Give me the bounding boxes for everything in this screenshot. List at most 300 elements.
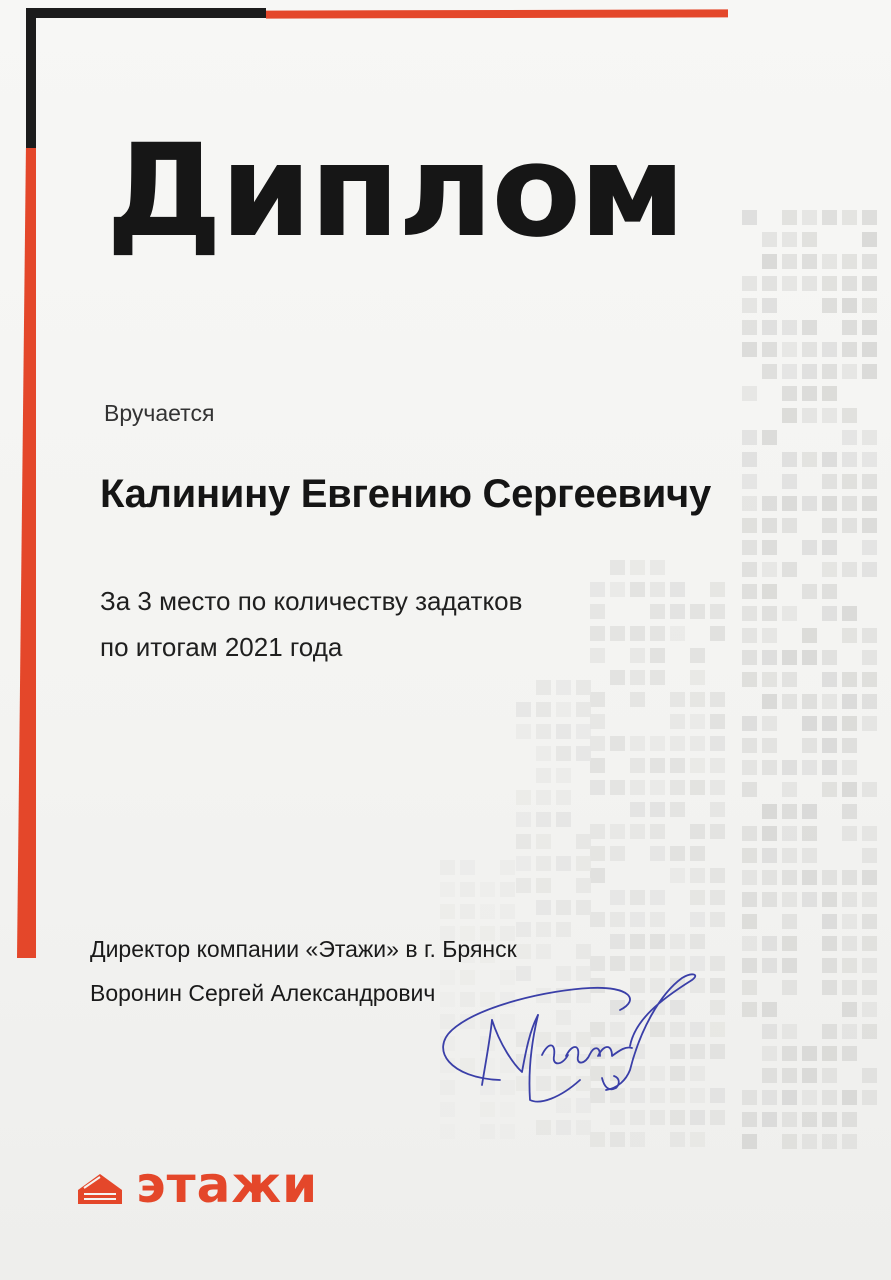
watermark-window bbox=[460, 882, 475, 897]
watermark-window bbox=[862, 1002, 877, 1017]
watermark-window bbox=[822, 716, 837, 731]
watermark-window bbox=[690, 648, 705, 663]
watermark-window bbox=[862, 914, 877, 929]
watermark-window bbox=[742, 914, 757, 929]
watermark-window bbox=[536, 834, 551, 849]
watermark-window bbox=[536, 900, 551, 915]
watermark-window bbox=[822, 496, 837, 511]
watermark-window bbox=[782, 694, 797, 709]
watermark-window bbox=[710, 1022, 725, 1037]
watermark-window bbox=[670, 736, 685, 751]
watermark-window bbox=[440, 904, 455, 919]
watermark-window bbox=[862, 298, 877, 313]
watermark-window bbox=[862, 1024, 877, 1039]
watermark-window bbox=[500, 860, 515, 875]
watermark-window bbox=[802, 1112, 817, 1127]
watermark-window bbox=[576, 746, 591, 761]
watermark-window bbox=[610, 1132, 625, 1147]
watermark-window bbox=[842, 1046, 857, 1061]
watermark-window bbox=[670, 604, 685, 619]
watermark-window bbox=[762, 342, 777, 357]
watermark-window bbox=[822, 892, 837, 907]
watermark-window bbox=[742, 738, 757, 753]
watermark-window bbox=[862, 1090, 877, 1105]
award-reason-line-1: За 3 место по количеству задатков bbox=[100, 586, 523, 616]
watermark-window bbox=[536, 746, 551, 761]
watermark-window bbox=[782, 1068, 797, 1083]
watermark-window bbox=[782, 980, 797, 995]
watermark-window bbox=[762, 430, 777, 445]
watermark-window bbox=[742, 628, 757, 643]
watermark-window bbox=[802, 386, 817, 401]
watermark-window bbox=[690, 846, 705, 861]
watermark-window bbox=[822, 914, 837, 929]
watermark-window bbox=[690, 824, 705, 839]
watermark-window bbox=[516, 790, 531, 805]
watermark-window bbox=[802, 826, 817, 841]
watermark-window bbox=[842, 1134, 857, 1149]
watermark-window bbox=[822, 364, 837, 379]
watermark-window bbox=[762, 1112, 777, 1127]
watermark-window bbox=[822, 254, 837, 269]
watermark-window bbox=[762, 694, 777, 709]
watermark-window bbox=[670, 868, 685, 883]
watermark-window bbox=[782, 364, 797, 379]
watermark-window bbox=[650, 626, 665, 641]
watermark-window bbox=[762, 650, 777, 665]
watermark-window bbox=[802, 716, 817, 731]
watermark-window bbox=[842, 518, 857, 533]
watermark-window bbox=[710, 736, 725, 751]
watermark-window bbox=[516, 724, 531, 739]
watermark-window bbox=[802, 1068, 817, 1083]
watermark-window bbox=[822, 760, 837, 775]
watermark-window bbox=[690, 890, 705, 905]
watermark-window bbox=[802, 1046, 817, 1061]
watermark-window bbox=[650, 802, 665, 817]
watermark-window bbox=[710, 582, 725, 597]
watermark-window bbox=[822, 452, 837, 467]
signer-name: Воронин Сергей Александрович bbox=[90, 980, 436, 1006]
watermark-window bbox=[762, 1068, 777, 1083]
watermark-window bbox=[782, 320, 797, 335]
watermark-window bbox=[762, 320, 777, 335]
watermark-window bbox=[650, 824, 665, 839]
watermark-window bbox=[690, 912, 705, 927]
watermark-window bbox=[650, 582, 665, 597]
watermark-window bbox=[710, 758, 725, 773]
watermark-window bbox=[630, 626, 645, 641]
watermark-window bbox=[630, 824, 645, 839]
watermark-window bbox=[842, 298, 857, 313]
watermark-window bbox=[670, 1132, 685, 1147]
watermark-window bbox=[802, 892, 817, 907]
watermark-window bbox=[822, 782, 837, 797]
watermark-window bbox=[842, 914, 857, 929]
watermark-window bbox=[536, 1120, 551, 1135]
watermark-window bbox=[822, 1112, 837, 1127]
watermark-window bbox=[610, 670, 625, 685]
watermark-window bbox=[862, 870, 877, 885]
watermark-window bbox=[762, 562, 777, 577]
watermark-window bbox=[536, 856, 551, 871]
watermark-window bbox=[670, 582, 685, 597]
watermark-window bbox=[822, 958, 837, 973]
watermark-window bbox=[742, 386, 757, 401]
watermark-window bbox=[710, 978, 725, 993]
watermark-window bbox=[710, 1044, 725, 1059]
watermark-window bbox=[610, 736, 625, 751]
watermark-window bbox=[822, 1090, 837, 1105]
watermark-window bbox=[782, 1090, 797, 1105]
watermark-window bbox=[842, 254, 857, 269]
watermark-window bbox=[862, 210, 877, 225]
watermark-window bbox=[782, 1134, 797, 1149]
watermark-window bbox=[802, 738, 817, 753]
watermark-window bbox=[862, 782, 877, 797]
watermark-window bbox=[862, 628, 877, 643]
watermark-window bbox=[670, 802, 685, 817]
watermark-window bbox=[842, 826, 857, 841]
watermark-window bbox=[842, 606, 857, 621]
watermark-window bbox=[670, 934, 685, 949]
watermark-window bbox=[842, 408, 857, 423]
watermark-window bbox=[742, 298, 757, 313]
watermark-window bbox=[762, 848, 777, 863]
watermark-window bbox=[556, 724, 571, 739]
watermark-window bbox=[802, 452, 817, 467]
watermark-window bbox=[802, 804, 817, 819]
recipient-name: Калинину Евгению Сергеевичу bbox=[100, 472, 711, 516]
watermark-window bbox=[742, 430, 757, 445]
watermark-window bbox=[842, 1112, 857, 1127]
watermark-window bbox=[802, 1090, 817, 1105]
watermark-window bbox=[742, 342, 757, 357]
watermark-window bbox=[610, 626, 625, 641]
watermark-window bbox=[842, 892, 857, 907]
watermark-window bbox=[782, 518, 797, 533]
watermark-window bbox=[782, 496, 797, 511]
watermark-window bbox=[536, 878, 551, 893]
watermark-window bbox=[536, 922, 551, 937]
watermark-window bbox=[802, 650, 817, 665]
watermark-window bbox=[802, 254, 817, 269]
watermark-window bbox=[762, 1046, 777, 1061]
watermark-window bbox=[556, 680, 571, 695]
award-reason-line-2: по итогам 2021 года bbox=[100, 632, 343, 662]
watermark-window bbox=[610, 582, 625, 597]
watermark-window bbox=[710, 780, 725, 795]
watermark-window bbox=[742, 210, 757, 225]
watermark-window bbox=[782, 892, 797, 907]
watermark-window bbox=[742, 980, 757, 995]
watermark-window bbox=[842, 628, 857, 643]
watermark-window bbox=[762, 584, 777, 599]
watermark-window bbox=[670, 846, 685, 861]
watermark-window bbox=[630, 780, 645, 795]
watermark-window bbox=[862, 540, 877, 555]
watermark-window bbox=[610, 934, 625, 949]
watermark-window bbox=[782, 1024, 797, 1039]
watermark-window bbox=[590, 912, 605, 927]
watermark-window bbox=[590, 846, 605, 861]
watermark-window bbox=[802, 408, 817, 423]
watermark-window bbox=[516, 702, 531, 717]
watermark-window bbox=[536, 702, 551, 717]
watermark-window bbox=[822, 584, 837, 599]
watermark-window bbox=[782, 606, 797, 621]
watermark-window bbox=[762, 1024, 777, 1039]
watermark-window bbox=[536, 680, 551, 695]
watermark-window bbox=[710, 1000, 725, 1015]
watermark-window bbox=[556, 746, 571, 761]
watermark-window bbox=[822, 518, 837, 533]
watermark-window bbox=[690, 714, 705, 729]
watermark-window bbox=[742, 848, 757, 863]
watermark-window bbox=[862, 980, 877, 995]
watermark-window bbox=[742, 782, 757, 797]
watermark-window bbox=[842, 430, 857, 445]
watermark-window bbox=[822, 474, 837, 489]
watermark-window bbox=[742, 1002, 757, 1017]
watermark-window bbox=[822, 386, 837, 401]
watermark-window bbox=[650, 1110, 665, 1125]
watermark-window bbox=[576, 680, 591, 695]
watermark-window bbox=[576, 900, 591, 915]
watermark-window bbox=[842, 738, 857, 753]
watermark-window bbox=[862, 848, 877, 863]
watermark-window bbox=[576, 834, 591, 849]
watermark-window bbox=[710, 912, 725, 927]
watermark-window bbox=[670, 714, 685, 729]
watermark-window bbox=[610, 1110, 625, 1125]
watermark-window bbox=[802, 320, 817, 335]
watermark-window bbox=[842, 694, 857, 709]
watermark-window bbox=[842, 804, 857, 819]
watermark-window bbox=[742, 1090, 757, 1105]
watermark-window bbox=[576, 944, 591, 959]
watermark-window bbox=[536, 944, 551, 959]
watermark-window bbox=[762, 298, 777, 313]
watermark-window bbox=[630, 648, 645, 663]
watermark-window bbox=[782, 452, 797, 467]
watermark-window bbox=[556, 922, 571, 937]
watermark-window bbox=[862, 254, 877, 269]
watermark-window bbox=[650, 648, 665, 663]
watermark-window bbox=[650, 560, 665, 575]
watermark-window bbox=[480, 904, 495, 919]
building-logo-icon bbox=[76, 1168, 124, 1206]
watermark-window bbox=[536, 812, 551, 827]
watermark-window bbox=[576, 724, 591, 739]
watermark-window bbox=[862, 892, 877, 907]
watermark-window bbox=[536, 768, 551, 783]
watermark-window bbox=[782, 826, 797, 841]
watermark-window bbox=[822, 298, 837, 313]
watermark-window bbox=[610, 890, 625, 905]
watermark-window bbox=[630, 692, 645, 707]
watermark-window bbox=[822, 1046, 837, 1061]
watermark-window bbox=[710, 824, 725, 839]
logo-text: этажи bbox=[136, 1156, 319, 1214]
watermark-window bbox=[710, 604, 725, 619]
handwritten-signature bbox=[430, 960, 710, 1110]
watermark-window bbox=[822, 606, 837, 621]
watermark-window bbox=[710, 1110, 725, 1125]
watermark-window bbox=[842, 716, 857, 731]
watermark-window bbox=[590, 714, 605, 729]
watermark-window bbox=[862, 672, 877, 687]
watermark-window bbox=[782, 804, 797, 819]
watermark-window bbox=[762, 716, 777, 731]
watermark-window bbox=[782, 760, 797, 775]
watermark-window bbox=[782, 958, 797, 973]
watermark-window bbox=[742, 320, 757, 335]
watermark-window bbox=[782, 1046, 797, 1061]
watermark-window bbox=[762, 826, 777, 841]
watermark-window bbox=[630, 890, 645, 905]
watermark-window bbox=[742, 474, 757, 489]
watermark-window bbox=[782, 232, 797, 247]
watermark-window bbox=[590, 758, 605, 773]
watermark-window bbox=[630, 582, 645, 597]
watermark-window bbox=[590, 648, 605, 663]
watermark-window bbox=[690, 758, 705, 773]
watermark-window bbox=[842, 1002, 857, 1017]
watermark-window bbox=[762, 540, 777, 555]
watermark-window bbox=[650, 758, 665, 773]
watermark-window bbox=[710, 956, 725, 971]
watermark-window bbox=[762, 870, 777, 885]
watermark-window bbox=[650, 912, 665, 927]
watermark-window bbox=[862, 562, 877, 577]
watermark-window bbox=[822, 540, 837, 555]
watermark-window bbox=[630, 802, 645, 817]
watermark-window bbox=[842, 958, 857, 973]
watermark-window bbox=[590, 1132, 605, 1147]
watermark-window bbox=[710, 890, 725, 905]
watermark-window bbox=[862, 694, 877, 709]
watermark-window bbox=[690, 1110, 705, 1125]
watermark-window bbox=[842, 1090, 857, 1105]
watermark-window bbox=[862, 342, 877, 357]
watermark-window bbox=[630, 758, 645, 773]
watermark-window bbox=[802, 540, 817, 555]
watermark-window bbox=[842, 210, 857, 225]
watermark-window bbox=[742, 936, 757, 951]
watermark-window bbox=[822, 1134, 837, 1149]
watermark-window bbox=[556, 900, 571, 915]
watermark-window bbox=[842, 936, 857, 951]
watermark-window bbox=[762, 936, 777, 951]
watermark-window bbox=[742, 650, 757, 665]
watermark-window bbox=[742, 958, 757, 973]
watermark-window bbox=[742, 716, 757, 731]
watermark-window bbox=[762, 606, 777, 621]
watermark-window bbox=[762, 760, 777, 775]
watermark-window bbox=[862, 496, 877, 511]
watermark-window bbox=[690, 868, 705, 883]
watermark-window bbox=[742, 276, 757, 291]
watermark-window bbox=[762, 232, 777, 247]
watermark-window bbox=[460, 860, 475, 875]
presented-label: Вручается bbox=[104, 400, 215, 426]
watermark-window bbox=[610, 780, 625, 795]
watermark-window bbox=[762, 672, 777, 687]
watermark-window bbox=[782, 562, 797, 577]
watermark-window bbox=[516, 944, 531, 959]
watermark-window bbox=[630, 1110, 645, 1125]
watermark-window bbox=[690, 692, 705, 707]
watermark-window bbox=[782, 672, 797, 687]
watermark-window bbox=[862, 650, 877, 665]
watermark-window bbox=[516, 856, 531, 871]
watermark-window bbox=[782, 210, 797, 225]
watermark-window bbox=[782, 782, 797, 797]
watermark-window bbox=[802, 342, 817, 357]
watermark-window bbox=[610, 560, 625, 575]
watermark-window bbox=[742, 606, 757, 621]
watermark-window bbox=[762, 276, 777, 291]
watermark-window bbox=[822, 342, 837, 357]
watermark-window bbox=[742, 518, 757, 533]
watermark-window bbox=[590, 736, 605, 751]
watermark-window bbox=[630, 912, 645, 927]
watermark-window bbox=[576, 856, 591, 871]
watermark-window bbox=[802, 232, 817, 247]
watermark-window bbox=[802, 276, 817, 291]
watermark-window bbox=[842, 672, 857, 687]
watermark-window bbox=[710, 868, 725, 883]
watermark-window bbox=[822, 980, 837, 995]
watermark-window bbox=[630, 670, 645, 685]
watermark-window bbox=[610, 824, 625, 839]
watermark-window bbox=[762, 738, 777, 753]
watermark-window bbox=[762, 518, 777, 533]
watermark-window bbox=[590, 824, 605, 839]
watermark-window bbox=[710, 802, 725, 817]
watermark-window bbox=[576, 878, 591, 893]
watermark-window bbox=[460, 904, 475, 919]
watermark-window bbox=[842, 1024, 857, 1039]
watermark-window bbox=[670, 1110, 685, 1125]
watermark-window bbox=[862, 936, 877, 951]
watermark-window bbox=[690, 604, 705, 619]
watermark-window bbox=[576, 1120, 591, 1135]
watermark-window bbox=[762, 628, 777, 643]
watermark-window bbox=[556, 702, 571, 717]
watermark-window bbox=[782, 650, 797, 665]
watermark-window bbox=[842, 496, 857, 511]
watermark-window bbox=[762, 958, 777, 973]
watermark-window bbox=[742, 452, 757, 467]
watermark-window bbox=[742, 826, 757, 841]
watermark-window bbox=[440, 860, 455, 875]
watermark-window bbox=[762, 804, 777, 819]
watermark-window bbox=[862, 518, 877, 533]
watermark-window bbox=[556, 790, 571, 805]
watermark-window bbox=[500, 882, 515, 897]
watermark-window bbox=[862, 320, 877, 335]
watermark-window bbox=[742, 1134, 757, 1149]
watermark-window bbox=[822, 694, 837, 709]
watermark-window bbox=[782, 1112, 797, 1127]
watermark-window bbox=[556, 812, 571, 827]
watermark-window bbox=[742, 1112, 757, 1127]
watermark-window bbox=[610, 846, 625, 861]
watermark-window bbox=[742, 672, 757, 687]
watermark-window bbox=[556, 768, 571, 783]
